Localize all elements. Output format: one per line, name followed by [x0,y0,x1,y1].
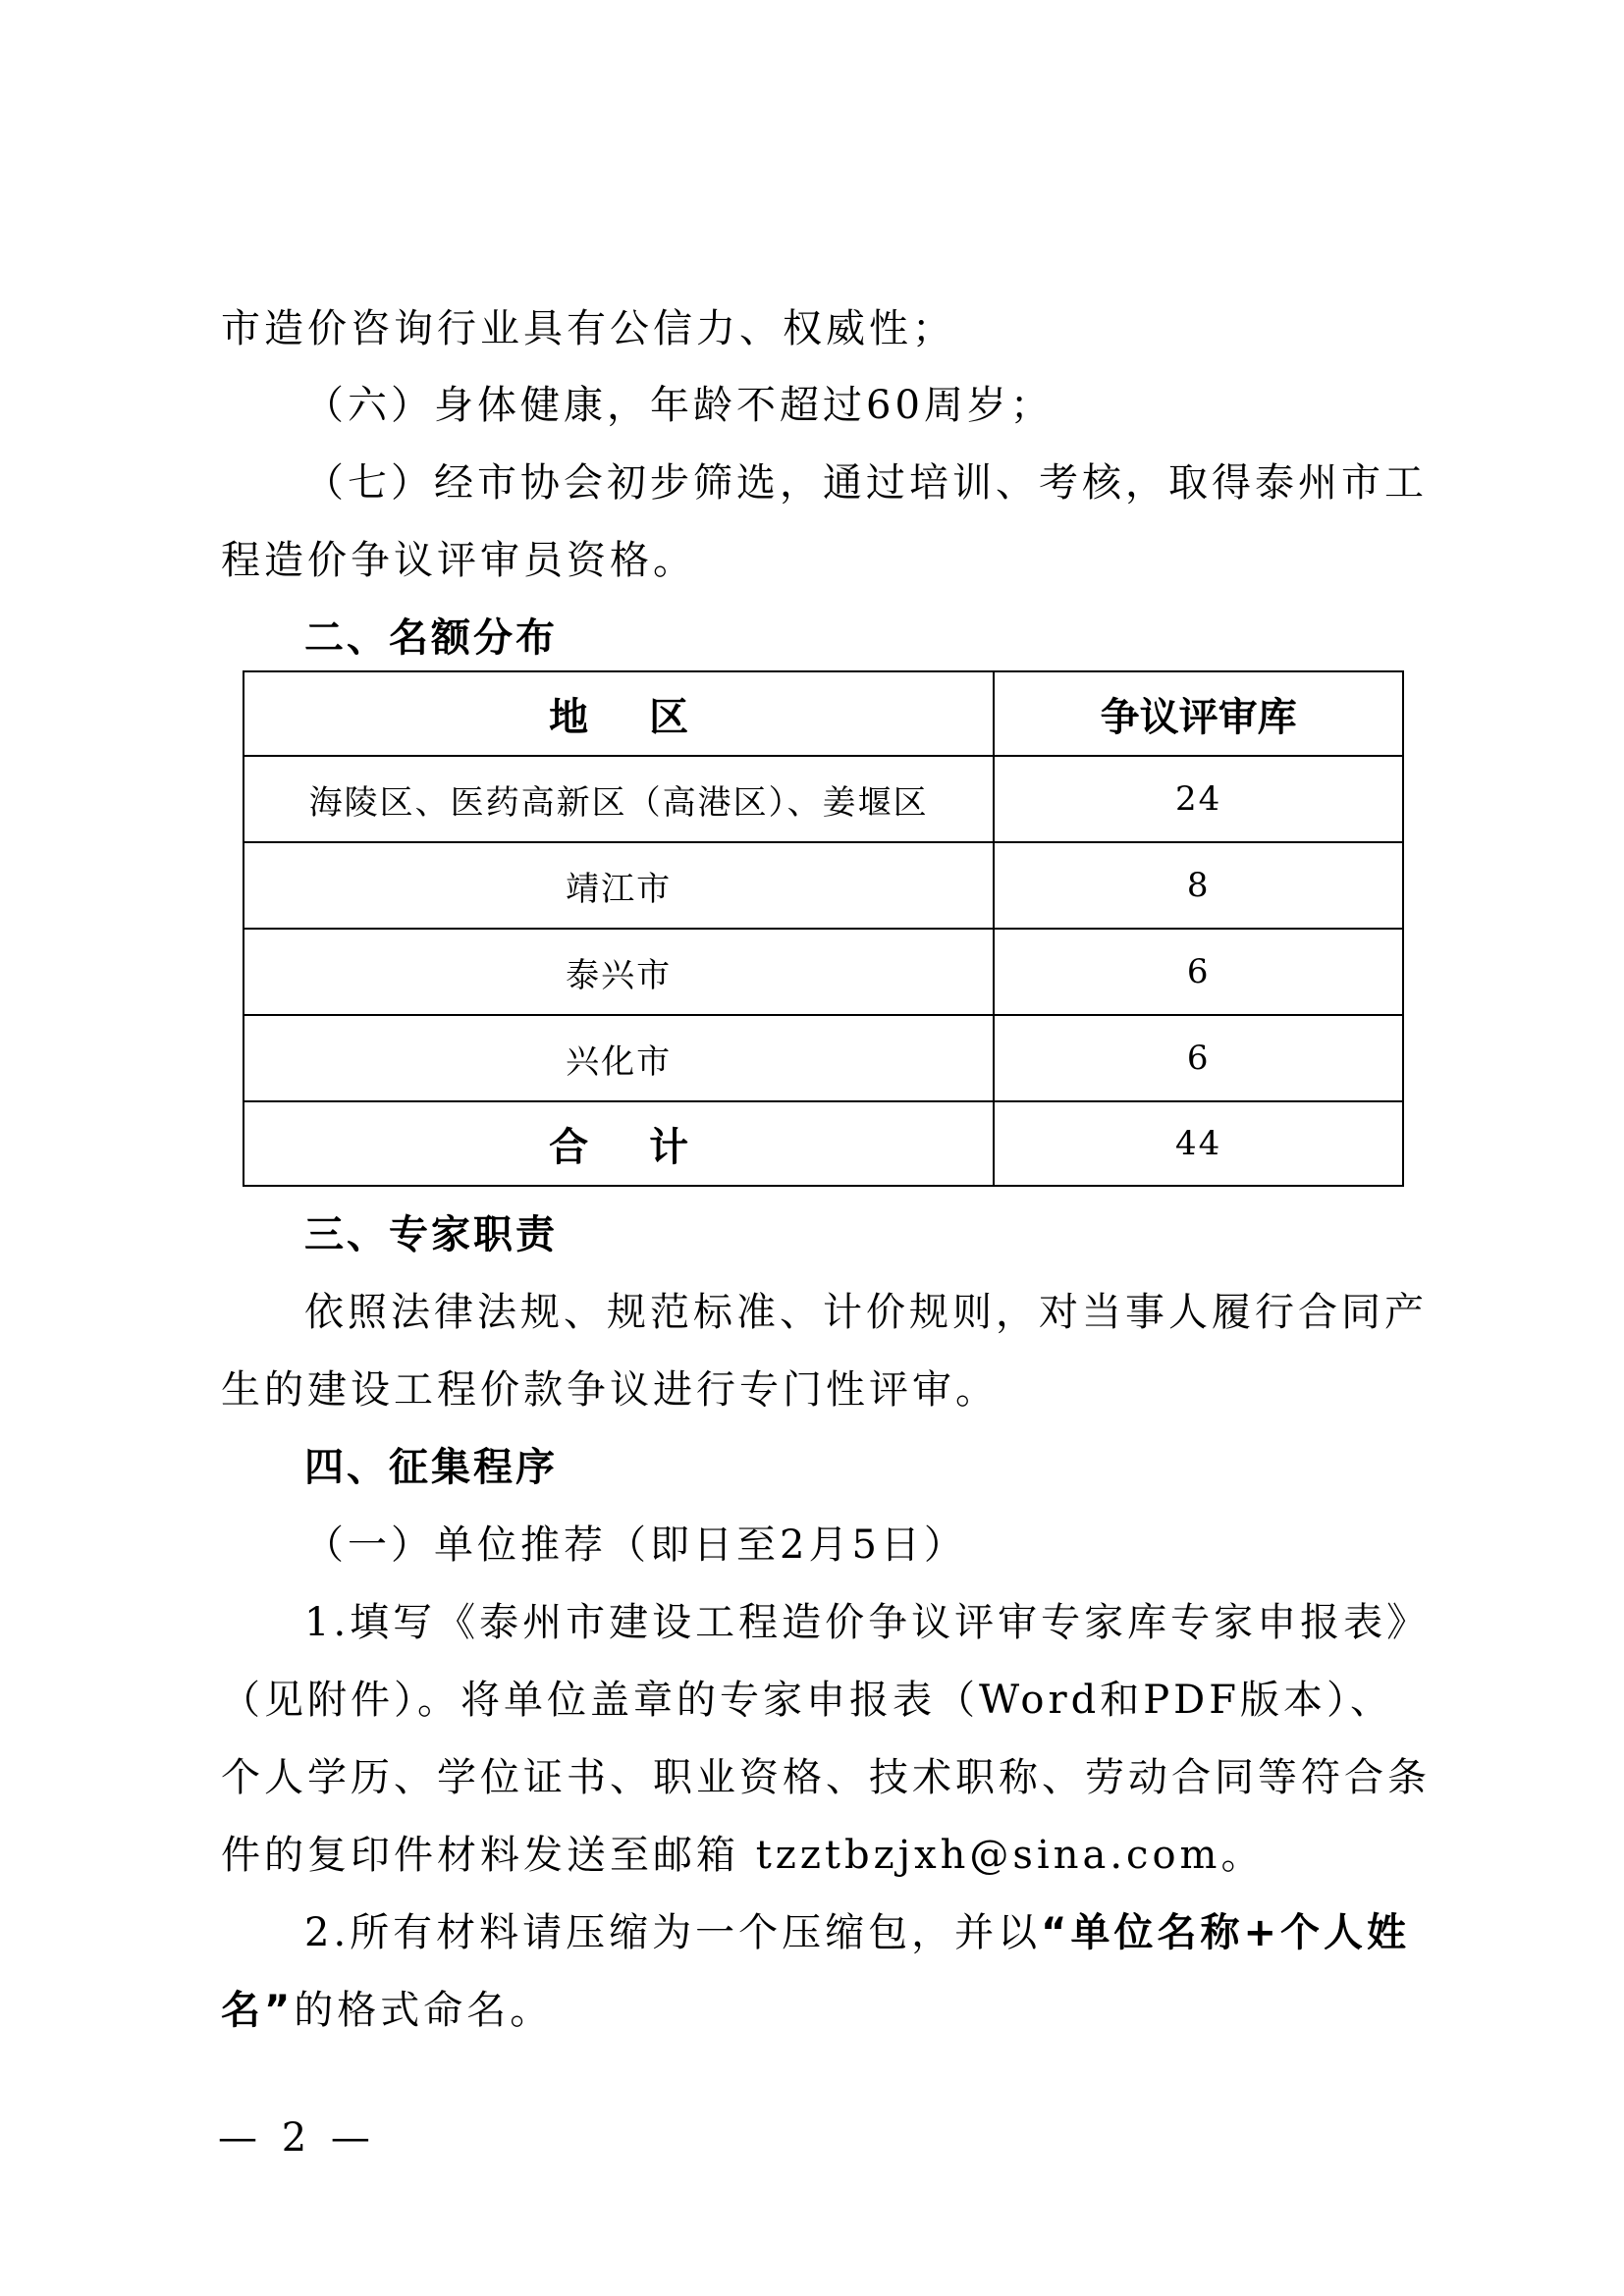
table-row [244,1015,1403,1101]
header-review-pool: 争议评审库 [994,671,1403,756]
table-header-row [244,671,1403,756]
email-sentence: 件的复印件材料发送至邮箱 tzztbzjxh@sina.com。 [221,1833,1265,1878]
emphasis-text: “单位名称+个人姓 [1041,1910,1410,1955]
total-count-cell: 44 [994,1101,1403,1186]
count-cell: 8 [994,842,1403,929]
paragraph-line: 生的建设工程价款争议进行专门性评审。 [221,1367,999,1413]
text-run: 2.所有材料请压缩为一个压缩包，并以 [304,1910,1042,1955]
paragraph-line: （七）经市协会初步筛选，通过培训、考核，取得泰州市工 [304,460,1428,506]
paragraph-line: 市造价咨询行业具有公信力、权威性； [221,306,955,351]
quota-table [243,670,1404,1187]
count-cell: 6 [994,1015,1403,1101]
paragraph-line: 1.填写《泰州市建设工程造价争议评审专家库专家申报表》 [304,1600,1431,1645]
paragraph-line: 依照法律法规、规范标准、计价规则，对当事人履行合同产 [304,1290,1428,1335]
paragraph-line [221,1981,1429,2040]
header-region: 地区 [244,671,994,756]
table-row [244,842,1403,929]
emphasis-text: 名” [221,1988,295,2033]
region-cell: 兴化市 [244,1015,994,1101]
text-run: 的格式命名。 [294,1988,554,2033]
table-total-row [244,1101,1403,1186]
total-label-cell: 合计 [244,1101,994,1186]
paragraph-line [304,1903,1429,1962]
paragraph-line: （六）身体健康，年龄不超过60周岁； [304,383,1054,428]
section-heading: 三、专家职责 [304,1212,558,1257]
region-cell: 靖江市 [244,842,994,929]
paragraph-line [221,1826,1429,1885]
section-heading: 四、征集程序 [304,1445,558,1490]
count-cell: 6 [994,929,1403,1015]
paragraph-line: 程造价争议评审员资格。 [221,538,696,583]
region-cell: 海陵区、医药高新区（高港区）、姜堰区 [244,756,994,842]
page-number: — 2 — [218,2115,376,2161]
section-heading: 二、名额分布 [304,615,558,661]
paragraph-line: （见附件）。将单位盖章的专家申报表（Word和PDF版本）、 [221,1678,1393,1723]
table-row [244,756,1403,842]
region-cell: 泰兴市 [244,929,994,1015]
paragraph-line: 个人学历、学位证书、职业资格、技术职称、劳动合同等符合条 [221,1755,1431,1800]
subsection-heading: （一）单位推荐（即日至2月5日） [304,1522,967,1568]
table-row [244,929,1403,1015]
count-cell: 24 [994,756,1403,842]
